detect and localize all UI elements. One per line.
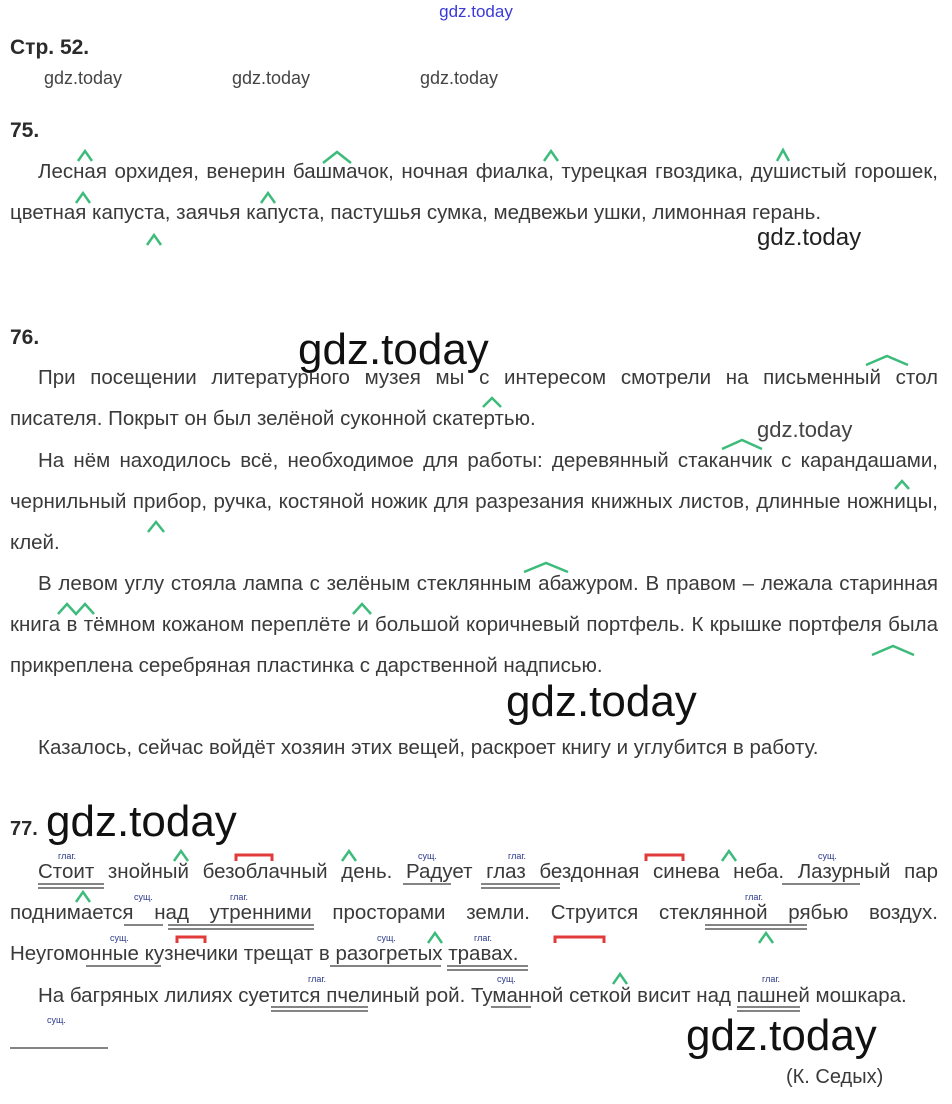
prefix-bracket	[236, 855, 272, 861]
pos-label: глаг.	[230, 892, 249, 902]
prefix-bracket	[646, 855, 683, 861]
author-attribution: (К. Седых)	[786, 1066, 884, 1088]
suffix-arc	[483, 398, 501, 407]
pos-label: глаг.	[474, 933, 493, 943]
exercise-76-paragraph-1: При посещении литературного музея мы с интересом смотрели на письменный стол писателя. Покрыт он был зелёной суконной скатертью.	[10, 366, 938, 430]
suffix-arc	[777, 150, 789, 161]
watermark-top: gdz.today	[439, 2, 513, 21]
pos-label: глаг.	[58, 851, 77, 861]
watermark-large: gdz.today	[298, 325, 489, 374]
exercise-76-number: 76.	[10, 326, 40, 349]
pos-label: глаг.	[308, 974, 327, 984]
watermark-small: gdz.today	[44, 68, 123, 88]
suffix-arc	[722, 440, 762, 449]
exercise-75-text: Лесная орхидея, венерин башмачок, ночная фиалка, турецкая гвоздика, душистый горошек, цветная капуста, заячья капуста, пастушья сумка, медвежьи ушки, лимонная герань.	[10, 160, 938, 224]
pos-label: сущ.	[497, 974, 516, 984]
suffix-arc	[613, 974, 627, 984]
pos-label: сущ.	[818, 851, 837, 861]
suffix-arc	[147, 235, 161, 245]
suffix-arc	[76, 892, 90, 902]
exercise-77-number: 77.	[10, 818, 38, 840]
pos-label: сущ.	[110, 933, 129, 943]
suffix-arc	[174, 851, 188, 861]
suffix-arc	[76, 193, 90, 203]
suffix-arc	[866, 356, 908, 365]
prefix-bracket	[177, 937, 205, 943]
watermark-small: gdz.today	[420, 68, 499, 88]
exercise-77-paragraph-2: На багряных лилиях суетится пчелиный рой. Туманной сеткой висит над пашней мошкара.	[38, 984, 907, 1007]
watermark-large: gdz.today	[46, 797, 237, 846]
suffix-arc	[342, 851, 356, 861]
suffix-arc	[722, 851, 736, 861]
pos-label: сущ.	[418, 851, 437, 861]
suffix-arc	[323, 152, 351, 163]
suffix-arc	[58, 604, 94, 614]
suffix-arc	[148, 522, 164, 532]
suffix-arc	[261, 193, 275, 203]
suffix-arc	[544, 151, 558, 161]
pos-label: глаг.	[508, 851, 527, 861]
pos-label: сущ.	[47, 1015, 66, 1025]
watermark: gdz.today	[757, 417, 853, 442]
pos-label: сущ.	[134, 892, 153, 902]
suffix-arc	[524, 563, 568, 572]
watermark-large: gdz.today	[686, 1011, 877, 1060]
suffix-arc	[428, 933, 442, 943]
suffix-arc	[895, 481, 909, 489]
prefix-bracket	[555, 937, 604, 943]
underlines	[10, 884, 860, 1048]
prefix-brackets	[177, 855, 683, 943]
exercise-76-paragraph-2: На нём находилось всё, необходимое для работы: деревянный стаканчик с карандашами, чернильный прибор, ручка, костяной ножик для разрезания книжных листов, длинные ножницы, клей.	[10, 449, 938, 554]
exercise-76-paragraph-4: Казалось, сейчас войдёт хозяин этих вещей, раскроет книгу и углубится в работу.	[38, 736, 819, 759]
watermark-large: gdz.today	[506, 677, 697, 726]
page-heading: Стр. 52.	[10, 36, 90, 59]
pos-label: сущ.	[377, 933, 396, 943]
pos-label: глаг.	[762, 974, 781, 984]
exercise-76-paragraph-3: В левом углу стояла лампа с зелёным стеклянным абажуром. В правом – лежала старинная книга в тёмном кожаном переплёте и большой коричневый портфель. К крышке портфеля была прикреплена серебряная пластинка с дарственной надписью.	[10, 572, 938, 677]
suffix-arc	[872, 646, 914, 655]
suffix-arc	[759, 933, 773, 943]
watermark-small: gdz.today	[232, 68, 311, 88]
suffix-arc	[353, 604, 371, 614]
suffix-arcs	[58, 150, 914, 984]
pos-label: глаг.	[745, 892, 764, 902]
exercise-75-number: 75.	[10, 119, 40, 142]
exercise-77-paragraph-1: Стоит знойный безоблачный день. Радует глаз бездонная синева неба. Лазурный пар поднимается над утренними просторами земли. Струится стеклянной рябью воздух. Неугомонные кузнечики трещат в разогретых травах.	[10, 860, 938, 965]
suffix-arc	[78, 151, 92, 161]
watermark: gdz.today	[757, 224, 862, 251]
